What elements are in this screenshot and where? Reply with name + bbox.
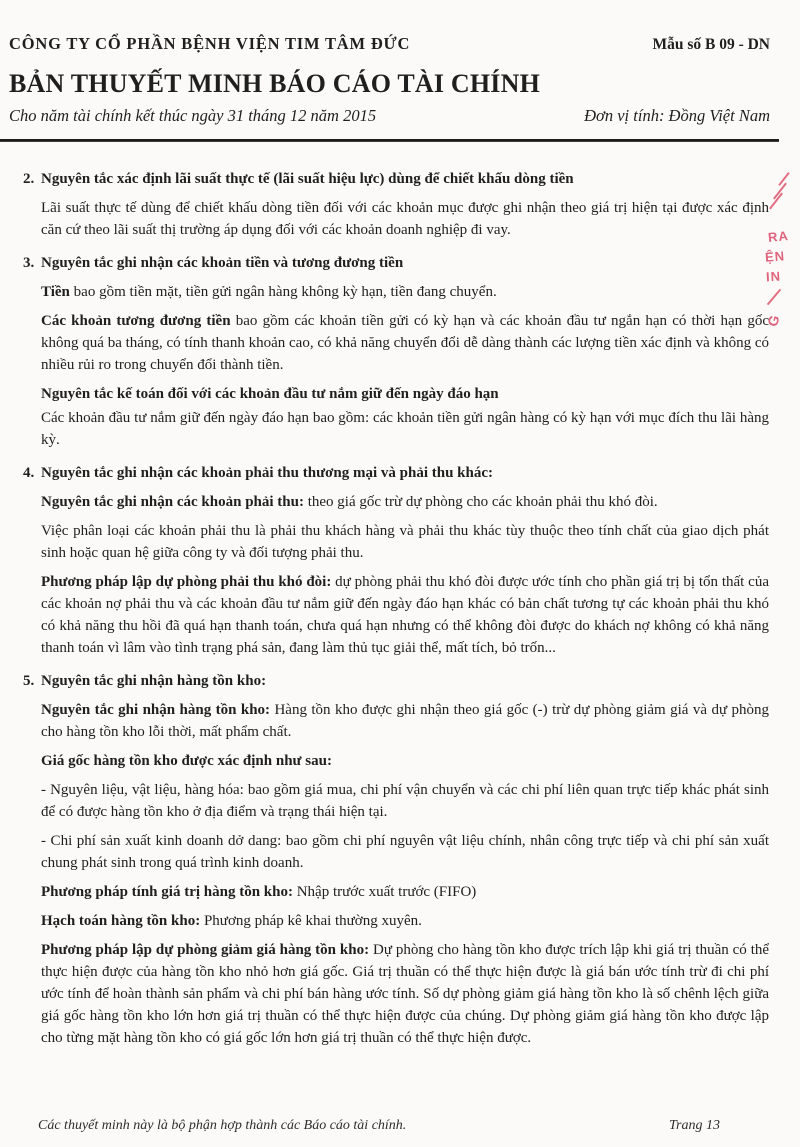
paragraph-text: Việc phân loại các khoản phải thu là phải thu khách hàng và phải thu khác tùy thuộc theo tính chất của giao dịch phát sinh hoặc quan hệ giữa công ty và đối tượng phải thu. bbox=[41, 523, 769, 561]
paragraph-lead: Phương pháp tính giá trị hàng tồn kho: bbox=[41, 884, 293, 900]
stamp-text-fragment: IN bbox=[765, 268, 782, 285]
paragraph bbox=[41, 881, 769, 903]
paragraph-text: Hàng tồn kho được ghi nhận theo giá gốc (-) trừ dự phòng giảm giá và dự phòng cho hàng tồn kho lỗi thời, mất phẩm chất. bbox=[41, 702, 769, 740]
paragraph bbox=[41, 491, 769, 513]
header-row-company bbox=[9, 34, 770, 54]
section-heading-text: Nguyên tắc ghi nhận các khoản phải thu thương mại và phải thu khác: bbox=[41, 465, 494, 481]
paragraph-text: bao gồm tiền mặt, tiền gửi ngân hàng không kỳ hạn, tiền đang chuyển. bbox=[69, 284, 497, 300]
stamp-text-fragment: RA bbox=[767, 227, 790, 246]
currency-unit: Đơn vị tính: Đồng Việt Nam bbox=[584, 106, 770, 125]
paragraph bbox=[41, 571, 769, 659]
sub-heading bbox=[41, 383, 769, 405]
paragraph-lead: Các khoản tương đương tiền bbox=[41, 313, 231, 329]
paragraph-text: bao gồm các khoản tiền gửi có kỳ hạn và các khoản đầu tư ngắn hạn có thời hạn gốc không quá ba tháng, có tính thanh khoản cao, có khả năng chuyển đổi dễ dàng thành các lượng tiền xác định và không có nhiều rủi ro trong chuyển đổi thành tiền. bbox=[41, 313, 769, 373]
paragraph bbox=[41, 520, 769, 564]
section-heading-text: Nguyên tắc xác định lãi suất thực tế (lãi suất hiệu lực) dùng để chiết khấu dòng tiền bbox=[41, 171, 574, 187]
document-header bbox=[9, 34, 770, 126]
stamp-text-fragment: G bbox=[764, 312, 783, 329]
section-heading bbox=[23, 168, 769, 190]
page-number: Trang 13 bbox=[669, 1118, 720, 1133]
paragraph bbox=[41, 310, 769, 376]
section-number: 3. bbox=[23, 255, 35, 271]
company-name: CÔNG TY CỔ PHẦN BỆNH VIỆN TIM TÂM ĐỨC bbox=[9, 34, 411, 53]
paragraph bbox=[41, 939, 769, 1049]
section-number: 4. bbox=[23, 465, 35, 481]
paragraph-text: Phương pháp kê khai thường xuyên. bbox=[200, 913, 422, 929]
footer-note: Các thuyết minh này là bộ phận hợp thành các Báo cáo tài chính. bbox=[38, 1118, 407, 1133]
paragraph-lead: Tiền bbox=[41, 284, 70, 300]
header-divider-rule bbox=[0, 139, 779, 142]
header-row-period bbox=[9, 106, 770, 126]
paragraph-text: dự phòng phải thu khó đòi được ước tính cho phần giá trị bị tổn thất của các khoản nợ phải thu và các khoản đầu tư nắm giữ đến ngày đáo hạn khác có bản chất tương tự các khoản phải thu khó có khả năng thu hồi đã quá hạn thanh toán, chưa quá hạn nhưng có thể không đòi được do khách nợ không có khả năng thanh toán vì lâm vào tình trạng phá sản, đang làm thủ tục giải thể, mất tích, bỏ trốn... bbox=[41, 574, 769, 656]
paragraph-text: Dự phòng cho hàng tồn kho được trích lập khi giá trị thuần có thể thực hiện được của hàng tồn kho nhỏ hơn giá gốc. Giá trị thuần có thể thực hiện được là giá bán ước tính trừ đi chi phí ước tính để hoàn thành sản phẩm và chi phí bán hàng ước tính. Số dự phòng giảm giá hàng tồn kho là số chênh lệch giữa giá gốc hàng tồn kho lớn hơn giá trị thuần có thể thực hiện được của chúng. Dự phòng giảm giá hàng tồn kho được lập cho từng mặt hàng tồn kho có giá gốc lớn hơn giá trị thuần có thể thực hiện được. bbox=[41, 942, 770, 1046]
paragraph-text: theo giá gốc trừ dự phòng cho các khoản phải thu khó đòi. bbox=[303, 494, 658, 510]
paragraph bbox=[41, 779, 769, 823]
paragraph-text: Các khoản đầu tư nắm giữ đến ngày đáo hạn bao gồm: các khoản tiền gửi ngân hàng có kỳ hạn với mục đích thu lãi hàng kỳ. bbox=[41, 410, 769, 448]
section-heading-text: Nguyên tắc ghi nhận hàng tồn kho: bbox=[41, 673, 267, 689]
paragraph-text: Nhập trước xuất trước (FIFO) bbox=[292, 884, 477, 900]
section-number: 5. bbox=[23, 673, 35, 689]
form-number: Mẫu số B 09 - DN bbox=[652, 36, 770, 53]
sub-heading-text: Nguyên tắc kế toán đối với các khoản đầu tư nắm giữ đến ngày đáo hạn bbox=[41, 386, 499, 402]
section-heading-text: Nguyên tắc ghi nhận các khoản tiền và tương đương tiền bbox=[41, 255, 404, 271]
paragraph bbox=[41, 281, 769, 303]
paragraph bbox=[41, 407, 769, 451]
paragraph-text: - Chi phí sản xuất kinh doanh dở dang: bao gồm chi phí nguyên vật liệu chính, nhân công trực tiếp và chi phí sản xuất chung phát sinh trong quá trình kinh doanh. bbox=[41, 833, 769, 871]
page-title: BẢN THUYẾT MINH BÁO CÁO TÀI CHÍNH bbox=[9, 69, 541, 98]
paragraph-text: - Nguyên liệu, vật liệu, hàng hóa: bao gồm giá mua, chi phí vận chuyển và các chi phí liên quan trực tiếp khác phát sinh để có được hàng tồn kho ở địa điểm và trạng thái hiện tại. bbox=[41, 782, 769, 820]
section-heading bbox=[23, 670, 769, 692]
document-body bbox=[23, 157, 769, 1056]
section-heading bbox=[23, 252, 769, 274]
paragraph-text: Lãi suất thực tế dùng để chiết khấu dòng tiền đối với các khoản mục được ghi nhận theo giá trị hiện tại được xác định căn cứ theo lãi suất thị trường áp dụng đối với các khoản doanh nghiệp đi vay. bbox=[41, 200, 769, 238]
paragraph-lead: Hạch toán hàng tồn kho: bbox=[41, 913, 201, 929]
paragraph bbox=[41, 197, 769, 241]
paragraph bbox=[41, 699, 769, 743]
paragraph bbox=[41, 830, 769, 874]
paragraph bbox=[41, 910, 769, 932]
paragraph-lead: Phương pháp lập dự phòng giảm giá hàng tồn kho: bbox=[41, 942, 370, 958]
section-heading bbox=[23, 462, 769, 484]
paragraph-lead: Phương pháp lập dự phòng phải thu khó đòi: bbox=[41, 574, 332, 590]
sub-heading-text: Giá gốc hàng tồn kho được xác định như sau: bbox=[41, 753, 332, 769]
section-number: 2. bbox=[23, 171, 35, 187]
sub-heading bbox=[41, 750, 769, 772]
stamp-text-fragment: ỆN bbox=[764, 248, 786, 265]
paragraph-lead: Nguyên tắc ghi nhận hàng tồn kho: bbox=[41, 702, 271, 718]
document-footer bbox=[38, 1118, 720, 1134]
paragraph-lead: Nguyên tắc ghi nhận các khoản phải thu: bbox=[41, 494, 304, 510]
fiscal-period: Cho năm tài chính kết thúc ngày 31 tháng 12 năm 2015 bbox=[9, 106, 377, 125]
